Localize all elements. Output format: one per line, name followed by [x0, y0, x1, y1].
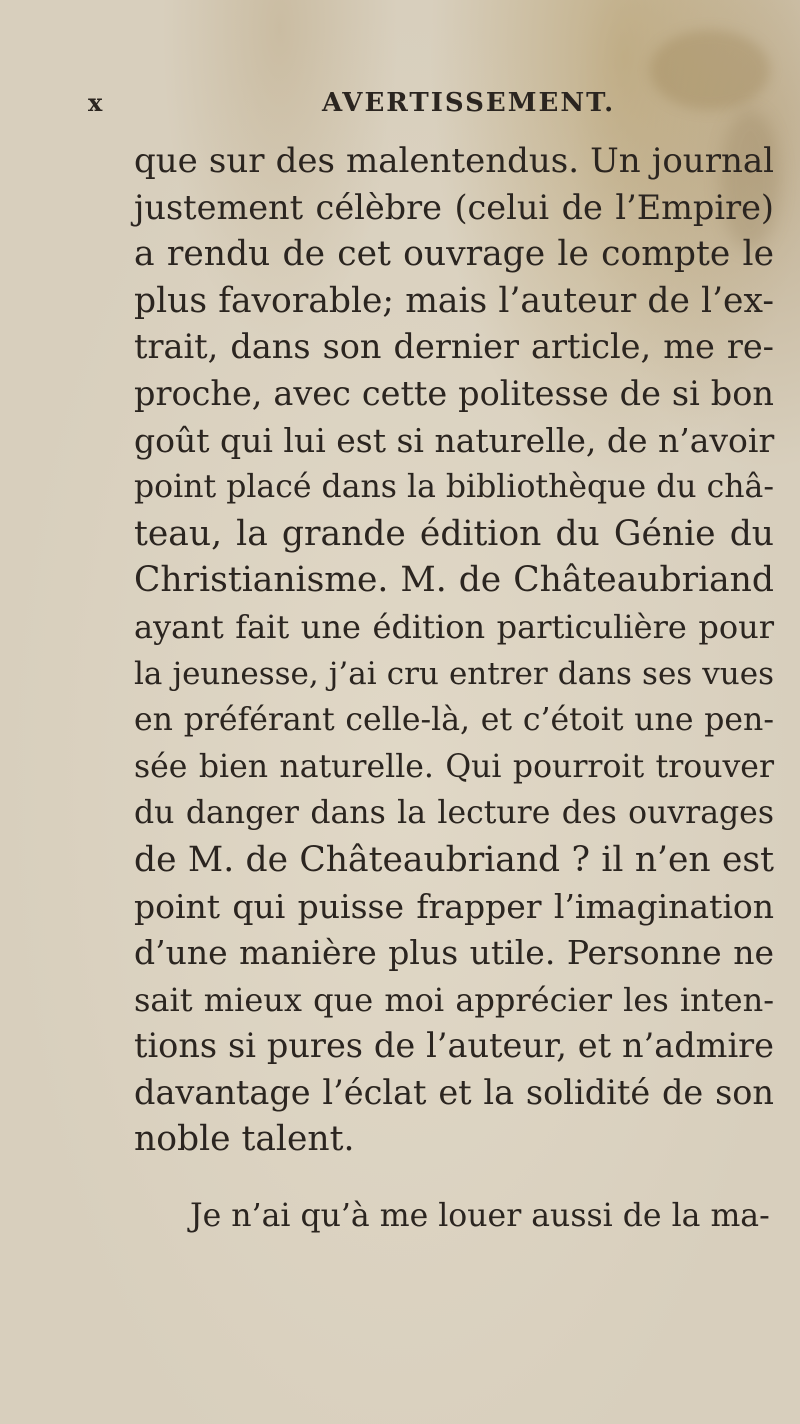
running-head: AVERTISSEMENT. [322, 88, 616, 118]
text-line: Christianisme. M. de Châteaubriand [134, 560, 774, 601]
text-line: justement célèbre (celui de l’Empire) [134, 187, 774, 227]
text-line: sée bien naturelle. Qui pourroit trouver [134, 748, 774, 785]
text-line: ayant fait une édition particulière pour [134, 607, 774, 646]
page-header [0, 88, 800, 128]
paragraph-2 [190, 1193, 770, 1240]
text-line: du danger dans la lecture des ouvrages [134, 795, 774, 832]
text-line: teau, la grande édition du Génie du [134, 513, 774, 554]
text-line: proche, avec cette politesse de si bon [134, 373, 774, 413]
text-line: point qui puisse frapper l’imagination [134, 886, 774, 926]
text-line: point placé dans la bibliothèque du châ- [134, 469, 774, 506]
text-line: tions si pures de l’auteur, et n’admire [134, 1026, 774, 1066]
text-line: noble talent. [134, 1119, 355, 1160]
text-line: Je n’ai qu’à me louer aussi de la ma- [190, 1198, 770, 1234]
text-line: plus favorable; mais l’auteur de l’ex- [134, 280, 774, 321]
text-line: d’une manière plus utile. Personne ne [134, 933, 774, 973]
text-line: trait, dans son dernier article, me re- [134, 327, 774, 367]
text-line: en préférant celle-là, et c’étoit une pen- [134, 702, 774, 739]
text-line: sait mieux que moi apprécier les inten- [134, 980, 774, 1019]
page-number: x [88, 88, 104, 117]
text-line: la jeunesse, j’ai cru entrer dans ses vues [134, 655, 774, 692]
text-line: que sur des malentendus. Un journal [134, 141, 774, 181]
text-line: davantage l’éclat et la solidité de son [134, 1072, 774, 1112]
text-line: a rendu de cet ouvrage le compte le [134, 234, 774, 275]
paragraph-1 [134, 138, 774, 1163]
text-line: goût qui lui est si naturelle, de n’avoir [134, 420, 775, 460]
text-line: de M. de Châteaubriand ? il n’en est [134, 839, 774, 880]
